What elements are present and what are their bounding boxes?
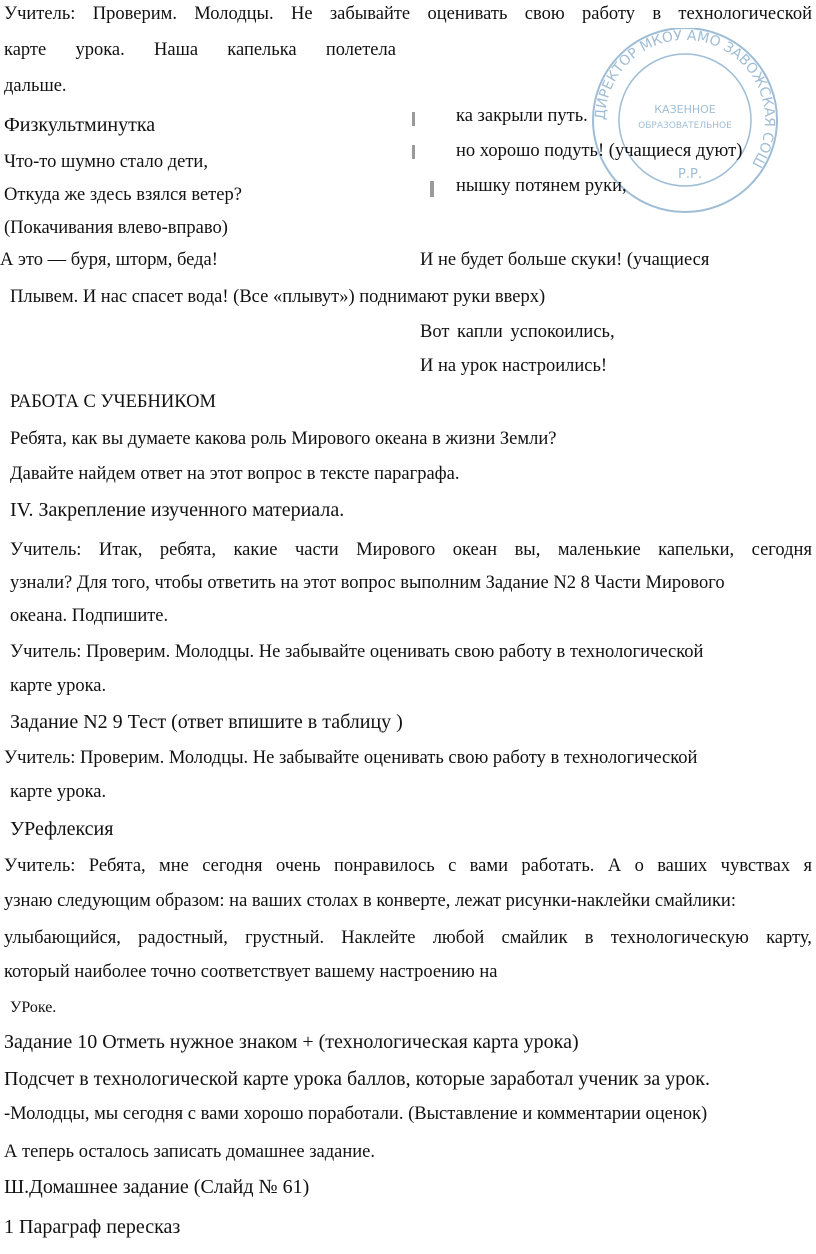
- word: очень: [275, 856, 321, 876]
- reflection-line-1: [4, 854, 812, 878]
- word: Не: [290, 4, 313, 24]
- word: мне: [159, 856, 189, 876]
- word: капельки,: [658, 540, 735, 560]
- word: Учитель:: [4, 856, 76, 876]
- word: Молодцы.: [194, 4, 274, 24]
- word: ребята,: [159, 540, 216, 560]
- word: радостный,: [138, 928, 228, 948]
- fiz-right-line-3: нышку потянем руки,: [456, 176, 627, 196]
- test-heading: Задание N2 9 Тест (ответ впишите в таблицу ): [10, 711, 403, 733]
- storm-left: А это — буря, шторм, беда!: [0, 250, 218, 270]
- fiz-left-line-2: Откуда же здесь взялся ветер?: [4, 185, 242, 205]
- textbook-question-2: Давайте найдем ответ на этот вопрос в тексте параграфа.: [10, 464, 460, 484]
- scan-mark: [430, 181, 434, 197]
- reflection-line-4: который наиболее точно соответствует вашему настроению на: [4, 962, 498, 982]
- consolidation-line-1: [10, 538, 812, 562]
- word: чувствах: [720, 856, 791, 876]
- word: работу: [581, 4, 635, 24]
- storm-swim: Плывем. И нас спасет вода! (Все «плывут») поднимают руки вверх): [10, 287, 546, 307]
- points-count: Подсчет в технологической карте урока баллов, которые заработал ученик за урок.: [4, 1068, 710, 1090]
- word: любой: [432, 928, 485, 948]
- svg-text:ДИРЕКТОР МКОУ АМО ЗАВОЖСКАЯ СО: ДИРЕКТОР МКОУ АМО ЗАВОЖСКАЯ СОШ: [592, 28, 778, 171]
- word: свою: [524, 4, 565, 24]
- fiz-left-line-1: Что-то шумно стало дети,: [4, 152, 208, 172]
- fizminutka-title: Физкультминутка: [4, 114, 156, 136]
- homework-item-1: 1 Параграф пересказ: [4, 1216, 181, 1238]
- reflection-heading: УРефлексия: [10, 818, 114, 840]
- word: капелька: [227, 40, 297, 60]
- svg-text:Р.Р.: Р.Р.: [678, 167, 702, 182]
- fiz-right-line-2: но хорошо подуть! (учащиеся дуют): [456, 141, 743, 161]
- word: Учитель:: [4, 4, 76, 24]
- test-line-1: Учитель: Проверим. Молодцы. Не забывайте оценивать свою работу в технологической: [4, 748, 698, 768]
- reflection-line-3: [4, 926, 812, 950]
- praise-line: -Молодцы, мы сегодня с вами хорошо поработали. (Выставление и комментарии оценок): [4, 1104, 708, 1124]
- word: ваших: [657, 856, 708, 876]
- top-line-2: [4, 38, 396, 62]
- word: я: [803, 856, 812, 876]
- word: Ребята,: [88, 856, 146, 876]
- fiz-left-line-3: (Покачивания влево-вправо): [4, 218, 228, 238]
- consolidation-line-5: карте урока.: [10, 676, 107, 696]
- word: Проверим.: [92, 4, 177, 24]
- word: урока.: [75, 40, 125, 60]
- consolidation-line-3: океана. Подпишите.: [10, 606, 169, 626]
- consolidation-line-4: Учитель: Проверим. Молодцы. Не забывайте оценивать свою работу в технологической: [10, 642, 704, 662]
- homework-heading: Ш.Домашнее задание (Слайд № 61): [4, 1176, 310, 1198]
- svg-text:КАЗЕННОЕ: КАЗЕННОЕ: [654, 103, 716, 116]
- word: с: [448, 856, 457, 876]
- word: океан: [452, 540, 498, 560]
- textbook-heading: РАБОТА С УЧЕБНИКОМ: [10, 392, 216, 412]
- word: в: [584, 928, 594, 948]
- word: смайлик: [501, 928, 568, 948]
- storm-right: И не будет больше скуки! (учащиеся: [420, 250, 710, 270]
- word: грустный.: [245, 928, 325, 948]
- word: о: [634, 856, 644, 876]
- word: маленькие: [557, 540, 641, 560]
- word: А: [607, 856, 622, 876]
- word: улыбающийся,: [4, 928, 121, 948]
- fiz-right-line-1: ка закрыли путь.: [456, 106, 588, 126]
- word: забывайте: [329, 4, 411, 24]
- word: технологическую: [610, 928, 749, 948]
- reflection-line-5: УРоке.: [10, 999, 57, 1016]
- word: Мирового: [356, 540, 436, 560]
- word: сегодня: [751, 540, 812, 560]
- word: понравилось: [333, 856, 435, 876]
- test-line-2: карте урока.: [10, 782, 107, 802]
- top-line-3: дальше.: [4, 76, 67, 96]
- word: вами: [469, 856, 508, 876]
- storm-calm-1: Вот капли успокоились,: [420, 322, 615, 342]
- word: Учитель:: [10, 540, 82, 560]
- reflection-line-2: узнаю следующим образом: на ваших столах в конверте, лежат рисунки-наклейки смайлики:: [4, 891, 736, 911]
- word: карте: [4, 40, 47, 60]
- word: Итак,: [98, 540, 143, 560]
- word: части: [294, 540, 339, 560]
- word: сегодня: [202, 856, 263, 876]
- word: в: [652, 4, 662, 24]
- textbook-question-1: Ребята, как вы думаете какова роль Мирового океана в жизни Земли?: [10, 429, 557, 449]
- svg-text:ОБРАЗОВАТЕЛЬНОЕ: ОБРАЗОВАТЕЛЬНОЕ: [638, 121, 732, 131]
- scan-mark: [412, 112, 415, 126]
- word: оценивать: [427, 4, 508, 24]
- word: вы,: [514, 540, 541, 560]
- word: карту,: [766, 928, 812, 948]
- storm-calm-2: И на урок настроились!: [420, 356, 608, 376]
- word: какие: [233, 540, 278, 560]
- top-line-1: [4, 2, 812, 26]
- word: технологической: [678, 4, 812, 24]
- word: полетела: [325, 40, 396, 60]
- consolidation-heading: IV. Закрепление изученного материала.: [10, 499, 345, 521]
- homework-intro: А теперь осталось записать домашнее задание.: [4, 1142, 375, 1162]
- word: Наша: [154, 40, 199, 60]
- scan-mark: [412, 145, 415, 159]
- consolidation-line-2: узнали? Для того, чтобы ответить на этот вопрос выполним Задание N2 8 Части Мирового: [10, 573, 725, 593]
- word: Наклейте: [341, 928, 416, 948]
- word: работать.: [521, 856, 595, 876]
- task-10: Задание 10 Отметь нужное знаком + (технологическая карта урока): [4, 1031, 579, 1053]
